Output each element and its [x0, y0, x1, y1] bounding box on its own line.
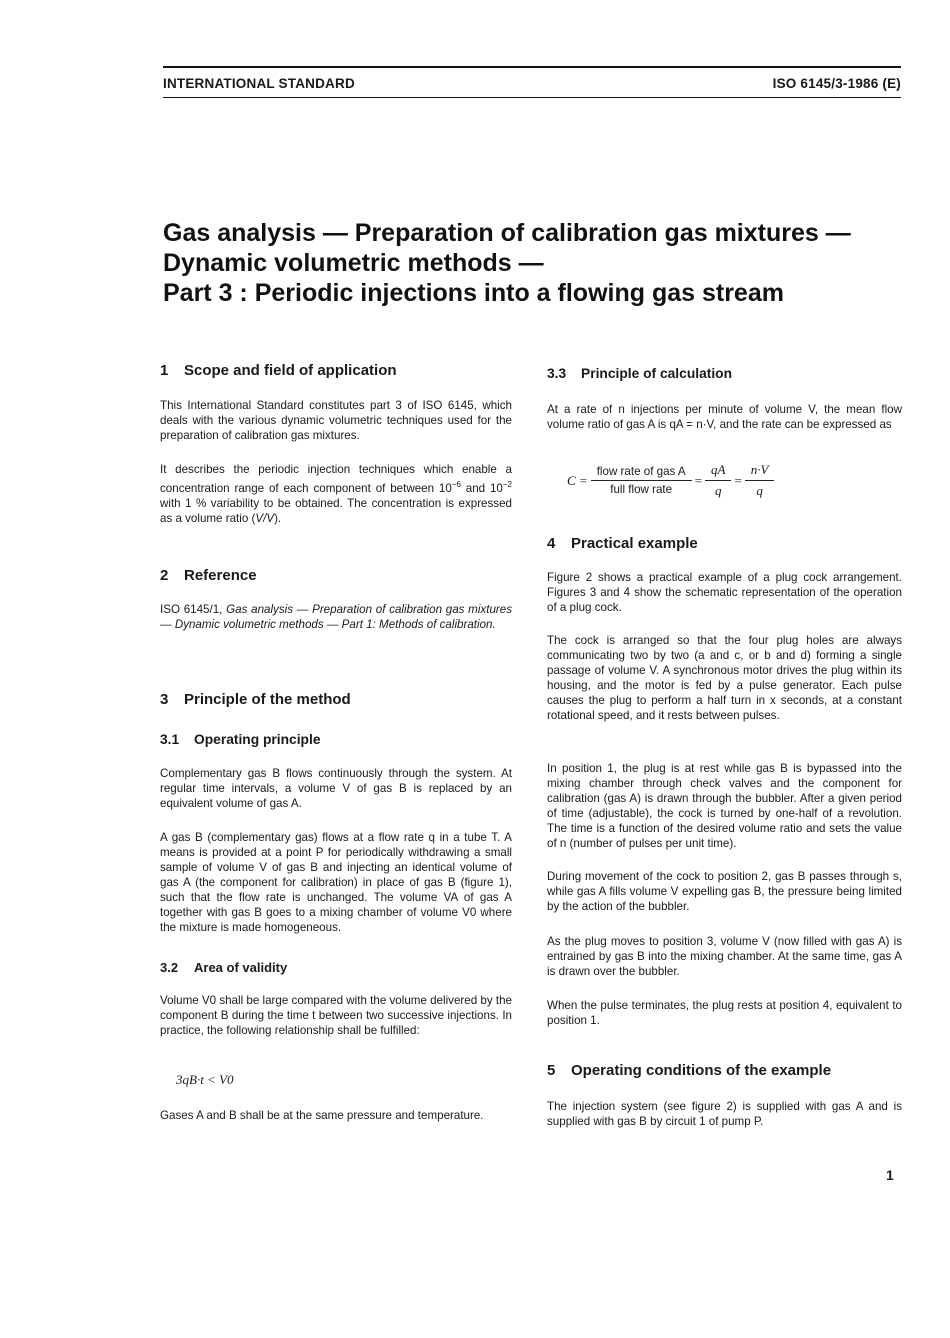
section-1-paragraph-2: It describes the periodic injection techniques which enable a concentration range of each component of between $10^{-6}$ and $10^{-2}$ with 1 % variability to be obtained. The concentration is expressed as a volume ratio (V/V).	[160, 463, 512, 525]
header-right: ISO 6145/3-1986 (E)	[772, 76, 901, 91]
section-3-2-paragraph-1: Volume V0 shall be large compared with the volume delivered by the component B during the time t between two successive injections. In practice, the following relationship shall be fulfilled:	[160, 994, 512, 1037]
section-3-1-heading: 3.1 Operating principle	[160, 732, 321, 747]
equation-c: C =	[567, 472, 588, 488]
title-line-3: Part 3 : Periodic injections into a flowing gas stream	[163, 279, 784, 307]
header-rule-top	[163, 66, 901, 68]
page-number: 1	[886, 1167, 894, 1183]
section-3-1-paragraph-1: Complementary gas B flows continuously through the system. At regular time intervals, a volume V of gas B is replaced by an equivalent volume of gas A.	[160, 767, 512, 810]
equation-fraction-words: $\frac{\text{flow rate of gas A}}{\text{full flow rate}}$	[594, 465, 689, 496]
header-left: INTERNATIONAL STANDARD	[163, 76, 355, 91]
section-5-paragraph: The injection system (see figure 2) is supplied with gas A and is supplied with gas B by circuit 1 of pump P.	[547, 1100, 902, 1128]
header-rule-bottom	[163, 97, 901, 98]
validity-formula: 3qB·t < V0	[176, 1072, 234, 1087]
document-title	[163, 218, 901, 308]
section-4-paragraph-5: As the plug moves to position 3, volume V (now filled with gas A) is entrained by gas B into the mixing chamber. At the same time, gas A is drawn over the bubbler.	[547, 935, 902, 978]
section-2-heading: 2 Reference	[160, 567, 257, 584]
section-3-3-heading: 3.3 Principle of calculation	[547, 366, 733, 381]
section-4-heading: 4 Practical example	[547, 535, 698, 552]
section-3-3-paragraph: At a rate of n injections per minute of volume V, the mean flow volume ratio of gas A is qA = n·V, and the rate can be expressed as	[547, 403, 902, 431]
section-3-1-paragraph-2: A gas B (complementary gas) flows at a flow rate q in a tube T. A means is provided at a point P for periodically withdrawing a small sample of volume V of gas B and injecting an identical volume of gas A (the component for calibration) in place of gas B (figure 1), such that the flow rate is unchanged. The volume VA of gas A together with gas B goes to a mixing chamber of volume V0 where the mixture is made homogeneous.	[160, 831, 512, 934]
equation-fraction-qa-q: $\frac{qA}{q}$	[708, 462, 728, 499]
title-line-1: Gas analysis — Preparation of calibration gas mixtures —	[163, 219, 851, 247]
section-4-paragraph-1: Figure 2 shows a practical example of a plug cock arrangement. Figures 3 and 4 show the schematic representation of the operation of a plug cock.	[547, 571, 902, 614]
section-4-paragraph-4: During movement of the cock to position 2, gas B passes through s, while gas A fills volume V expelling gas B, the pressure being limited by the action of the bubbler.	[547, 870, 902, 913]
title-line-2: Dynamic volumetric methods —	[163, 249, 544, 277]
section-2-paragraph: ISO 6145/1, Gas analysis — Preparation of calibration gas mixtures — Dynamic volumetric methods — Part 1: Methods of calibration.	[160, 603, 512, 631]
equation-fraction-nv-q: $\frac{n\cdot V}{q}$	[748, 462, 772, 499]
section-4-paragraph-2: The cock is arranged so that the four plug holes are always communicating two by two (a and c, or b and d) forming a single passage of volume V. A synchronous motor drives the plug within its housing, and the motor is fed by a pulse generator. Each pulse causes the plug to perform a half turn in x seconds, at a constant rotational speed, and it rests between pulses.	[547, 634, 902, 722]
section-4-paragraph-6: When the pulse terminates, the plug rests at position 4, equivalent to position 1.	[547, 999, 902, 1027]
section-3-heading: 3 Principle of the method	[160, 691, 351, 708]
page-header	[163, 76, 901, 91]
section-5-heading: 5 Operating conditions of the example	[547, 1062, 832, 1079]
section-4-paragraph-3: In position 1, the plug is at rest while gas B is bypassed into the mixing chamber through check valves and the component for calibration (gas A) is drawn through the bubbler. After a given period of time (adjustable), the cock is turned by one-half of a revolution. The time is a function of the desired volume ratio and sets the value of n (number of pulses per unit time).	[547, 762, 902, 850]
section-3-2-paragraph-2: Gases A and B shall be at the same pressure and temperature.	[160, 1109, 484, 1122]
section-1-paragraph-1: This International Standard constitutes part 3 of ISO 6145, which deals with the various dynamic volumetric techniques used for the preparation of calibration gas mixtures.	[160, 399, 512, 442]
section-3-2-heading: 3.2 Area of validity	[160, 960, 288, 975]
section-1-heading: 1 Scope and field of application	[160, 362, 397, 379]
calculation-equation: C = $\frac{\text{flow rate of gas A}}{\text{full flow rate}}$ = $\frac{qA}{q}$ = $\frac{n\cdot V}{q}$	[567, 462, 771, 499]
